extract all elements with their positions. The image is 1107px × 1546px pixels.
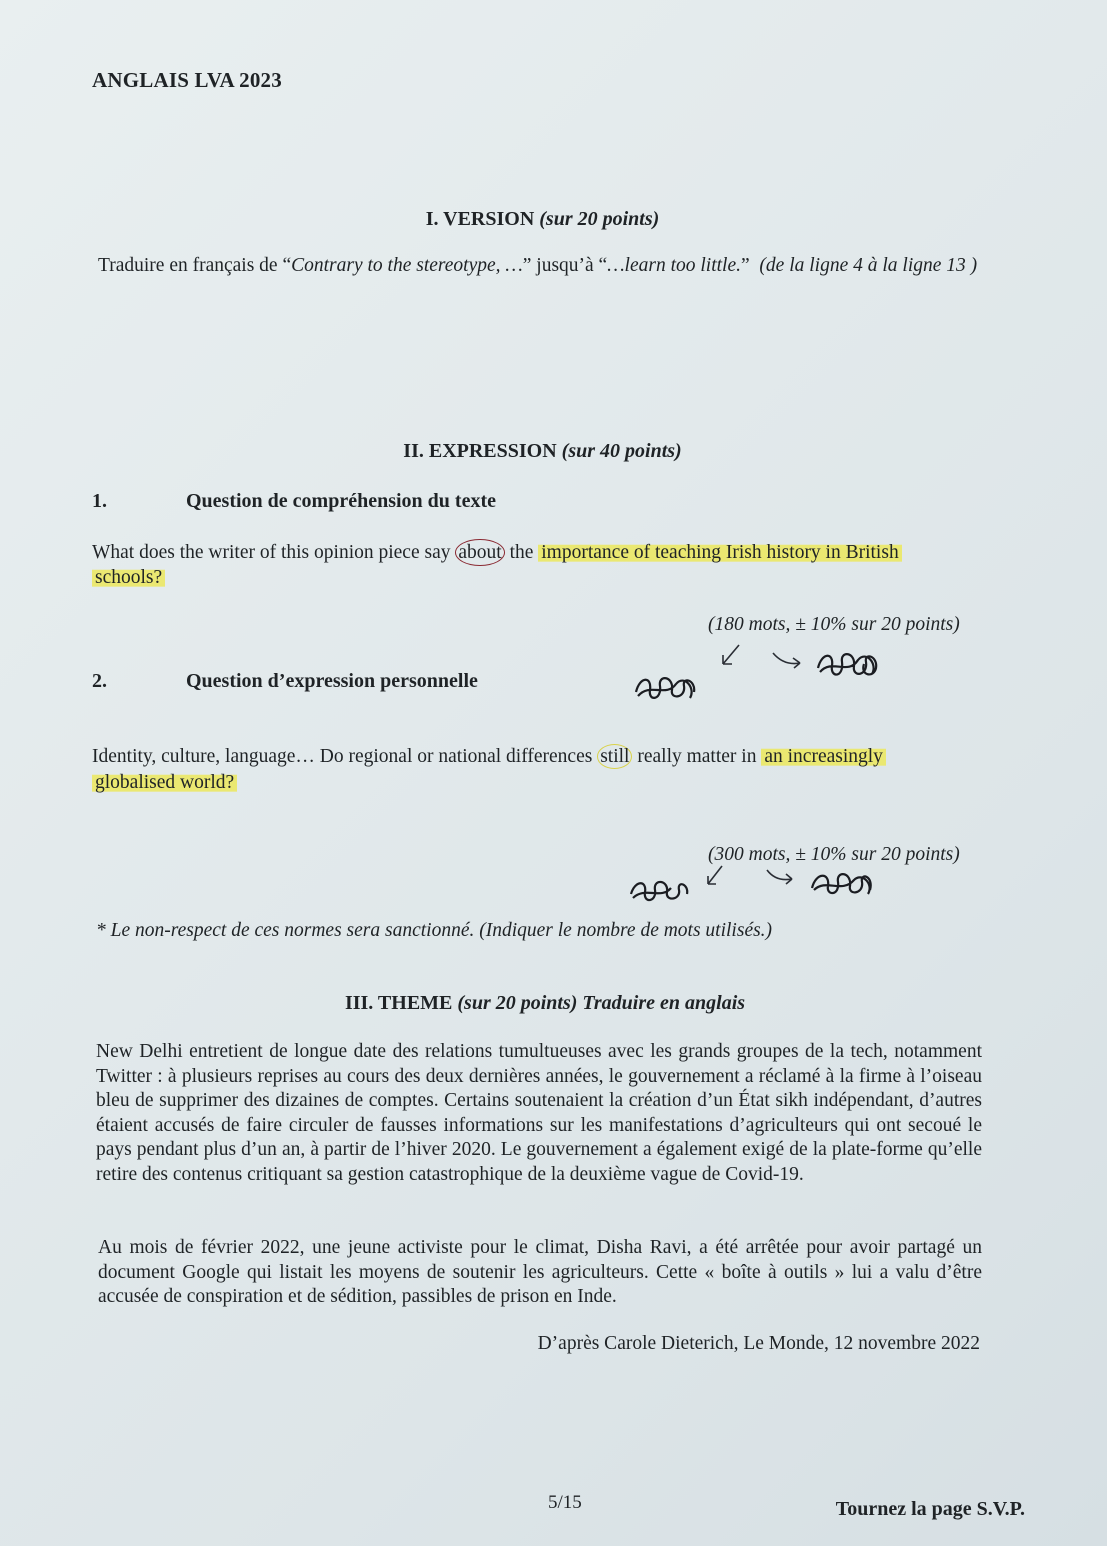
scribble-mark xyxy=(812,648,884,682)
version-title xyxy=(0,208,1085,231)
q1-circled-word: about xyxy=(455,539,504,566)
question-2-title: Question d’expression personnelle xyxy=(186,670,478,692)
arrow-right-icon xyxy=(770,648,806,670)
theme-source: D’après Carole Dieterich, Le Monde, 12 novembre 2022 xyxy=(537,1333,980,1354)
q1-text-b: the xyxy=(504,542,539,563)
version-instr-start: Traduire en français de “ xyxy=(98,255,292,276)
version-line-range: (de la ligne 4 à la ligne 13 ) xyxy=(759,255,978,276)
question-1-word-limit: (180 mots, ± 10% sur 20 points) xyxy=(708,614,960,635)
exam-header: ANGLAIS LVA 2023 xyxy=(92,68,282,92)
expression-title-label: II. EXPRESSION xyxy=(403,440,557,462)
expression-points: (sur 40 points) xyxy=(561,440,682,462)
theme-points: (sur 20 points) Traduire en anglais xyxy=(457,992,746,1014)
turn-page-note: Tournez la page S.V.P. xyxy=(835,1498,1025,1520)
scribble-mark xyxy=(625,874,697,908)
theme-paragraph-1: New Delhi entretient de longue date des relations tumultueuses avec les grands groupes de la tech, notamment Twitter : à plusieurs reprises au cours des deux dernières années, le gouvernement a réclamé à la firme à l’oiseau bleu de supprimer des dizaines de comptes. Certains soutenaient la création d’un État sikh indépendant, d’autres étaient accusés de faire circuler de fausses informations sur les manifestations d’agriculteurs qui ont secoué le pays pendant plus d’un an, à partir de l’hiver 2020. Le gouvernement a également exigé de la plate-forme qu’elle retire des contenus critiquant sa gestion catastrophique de la deuxième vague de Covid-19. xyxy=(96,1041,982,1185)
version-points: (sur 20 points) xyxy=(539,208,660,230)
version-instr-mid: ” jusqu’à “ xyxy=(522,255,608,276)
scribble-mark xyxy=(632,670,704,704)
arrow-right-icon xyxy=(764,866,798,886)
page-number: 5/15 xyxy=(548,1492,582,1513)
arrow-down-left-icon xyxy=(715,642,745,670)
arrow-down-left-icon xyxy=(700,862,728,890)
q1-text-a: What does the writer of this opinion piece say xyxy=(92,542,456,563)
version-quote-end: …learn too little. xyxy=(607,255,742,276)
question-2-number: 2. xyxy=(92,670,107,692)
question-2-word-limit: (300 mots, ± 10% sur 20 points) xyxy=(708,844,960,865)
q1-highlight-1: importance of teaching Irish history in British xyxy=(538,542,901,563)
q2-highlight-1: an increasingly xyxy=(761,746,886,767)
question-1-text xyxy=(92,540,1012,590)
q2-circled-word: still xyxy=(597,744,632,769)
question-2-text xyxy=(92,744,992,796)
q2-text-a: Identity, culture, language… Do regional or national differences xyxy=(92,746,598,767)
word-count-note: * Le non-respect de ces normes sera sanctionné. (Indiquer le nombre de mots utilisés.) xyxy=(96,920,773,941)
version-instruction xyxy=(92,254,992,279)
q2-text-b: really matter in xyxy=(632,746,762,767)
expression-title xyxy=(0,440,1085,463)
question-1-title: Question de compréhension du texte xyxy=(186,490,496,512)
q1-highlight-2: schools? xyxy=(92,567,165,588)
theme-title-label: III. THEME xyxy=(344,992,453,1014)
theme-paragraph-2: Au mois de février 2022, une jeune activiste pour le climat, Disha Ravi, a été arrêtée pour avoir partagé un document Google qui listait les moyens de soutenir les agriculteurs. Cette « boîte à outils » lui a valu d’être accusée de conspiration et de sédition, passibles de prison en Inde. xyxy=(98,1237,982,1307)
scribble-mark xyxy=(808,866,880,900)
question-1-number: 1. xyxy=(92,490,107,512)
version-quote-start: Contrary to the stereotype, … xyxy=(291,255,523,276)
version-instr-end: ” xyxy=(741,255,750,276)
theme-title xyxy=(0,992,1090,1015)
version-title-label: I. VERSION xyxy=(425,208,535,230)
q2-highlight-2: globalised world? xyxy=(92,772,237,793)
